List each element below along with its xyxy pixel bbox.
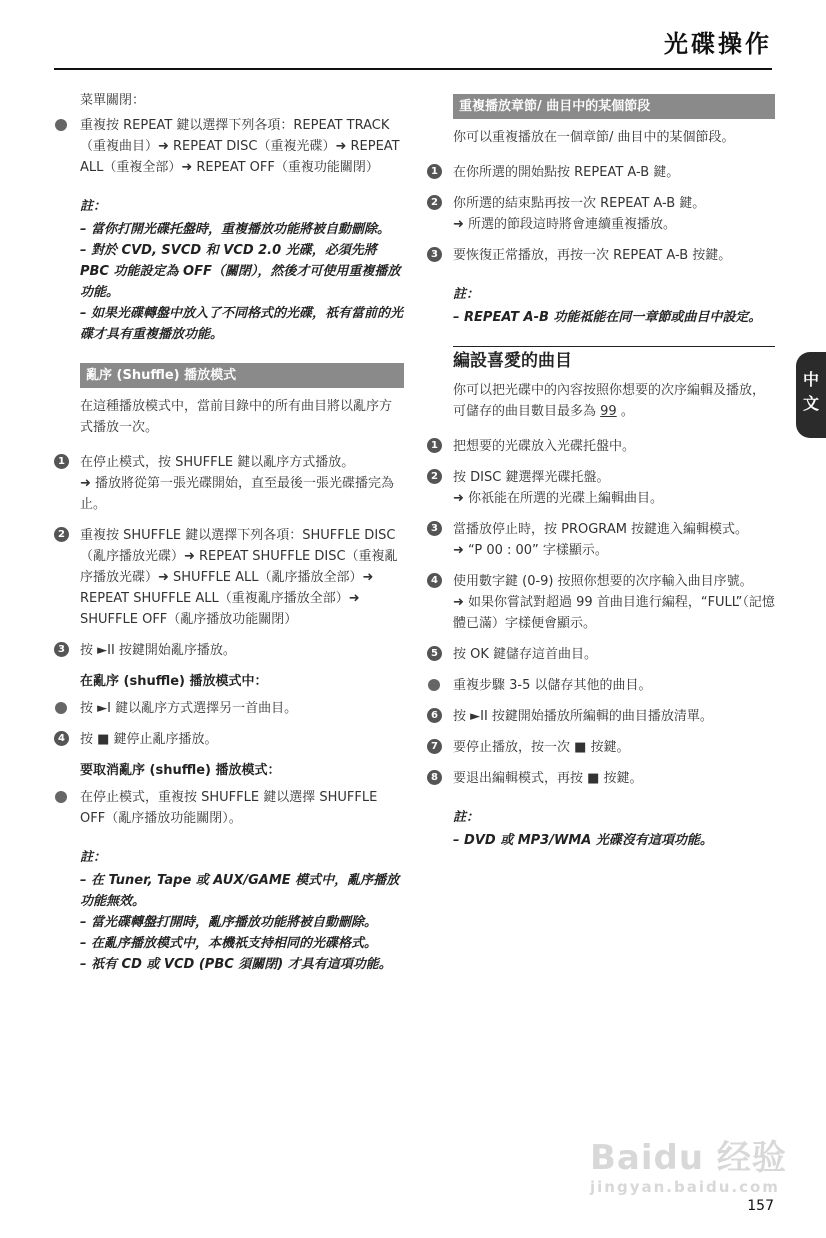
left-column xyxy=(54,90,404,993)
shuffle-step-2 xyxy=(54,525,404,630)
note-line: – 如果光碟轉盤中放入了不同格式的光碟，祇有當前的光碟才具有重複播放功能。 xyxy=(80,306,404,342)
note-line: – 在亂序播放模式中，本機祇支持相同的光碟格式。 xyxy=(80,936,378,951)
language-tab-char-2: 文 xyxy=(802,394,819,413)
step-number-icon: 4 xyxy=(54,731,69,746)
step-number-icon: 3 xyxy=(427,521,442,536)
right-column xyxy=(427,90,775,869)
step-number-icon: 3 xyxy=(54,642,69,657)
step-number-icon: 5 xyxy=(427,646,442,661)
note-line: – 對於 CVD, SVCD 和 VCD 2.0 光碟，必須先將 PBC 功能設定為 OFF（關閉），然後才可使用重複播放功能。 xyxy=(80,243,401,300)
note-line: – 當你打開光碟托盤時，重複播放功能將被自動刪除。 xyxy=(80,222,391,237)
repeat-ab-step-2 xyxy=(427,193,775,235)
step-result-text: ➜ 你祇能在所選的光碟上編輯曲目。 xyxy=(453,491,664,506)
step-text: 按 ►II 按鍵開始播放所編輯的曲目播放清單。 xyxy=(453,709,713,724)
note-head: 註： xyxy=(80,199,107,214)
note-repeat-ab xyxy=(427,284,775,328)
program-step-5 xyxy=(427,644,775,665)
note-shuffle xyxy=(54,847,404,975)
step-text: 要退出編輯模式，再按 ■ 按鍵。 xyxy=(453,771,643,786)
program-step-3 xyxy=(427,519,775,561)
step-number-icon: 1 xyxy=(427,164,442,179)
note-head: 註： xyxy=(80,850,107,865)
step-number-icon: 1 xyxy=(427,438,442,453)
step-text: 按 OK 鍵儲存這首曲目。 xyxy=(453,647,598,662)
note-head: 註： xyxy=(453,287,480,302)
cancel-shuffle-heading: 要取消亂序 (shuffle) 播放模式： xyxy=(80,763,281,778)
step-result-text: ➜ 播放將從第一張光碟開始，直至最後一張光碟播完為止。 xyxy=(80,476,395,512)
title-rule xyxy=(54,68,772,70)
step-text: 按 DISC 鍵選擇光碟托盤。 xyxy=(453,470,610,485)
program-intro xyxy=(453,380,775,422)
repeat-ab-step-3 xyxy=(427,245,775,266)
watermark-brand: Baidu 经验 xyxy=(590,1138,787,1178)
watermark-url: jingyan.baidu.com xyxy=(590,1178,780,1196)
bullet-text: 按 ►I 鍵以亂序方式選擇另一首曲目。 xyxy=(80,701,298,716)
program-intro-text: 你可以把光碟中的內容按照你想要的次序編輯及播放，可儲存的曲目數目最多為 xyxy=(453,383,766,419)
step-number-icon: 2 xyxy=(54,527,69,542)
bullet-text: 在停止模式，重複按 SHUFFLE 鍵以選擇 SHUFFLE OFF（亂序播放功能關閉）。 xyxy=(80,790,378,826)
note-repeat xyxy=(54,196,404,345)
cancel-shuffle-item xyxy=(54,787,404,829)
page-title: 光碟操作 xyxy=(664,30,772,58)
step-text: 按 ■ 鍵停止亂序播放。 xyxy=(80,732,218,747)
shuffle-step-1 xyxy=(54,452,404,515)
repeat-item-text: 重複按 REPEAT 鍵以選擇下列各項：REPEAT TRACK（重複曲目）➜ REPEAT DISC（重複光碟）➜ REPEAT ALL（重複全部）➜ REPEAT OFF（重複功能關閉） xyxy=(80,118,400,175)
program-step-7 xyxy=(427,737,775,758)
watermark-logo xyxy=(590,1138,787,1196)
in-shuffle-item xyxy=(54,698,404,719)
program-step-4 xyxy=(427,571,775,634)
note-line: – DVD 或 MP3/WMA 光碟沒有這項功能。 xyxy=(453,833,713,848)
language-tab-char-1: 中 xyxy=(802,370,819,389)
step-text: 在停止模式，按 SHUFFLE 鍵以亂序方式播放。 xyxy=(80,455,355,470)
menu-close-text: 菜單關閉： xyxy=(80,93,146,108)
step-number-icon: 1 xyxy=(54,454,69,469)
in-shuffle-heading: 在亂序 (shuffle) 播放模式中： xyxy=(80,674,268,689)
step-text: 把想要的光碟放入光碟托盤中。 xyxy=(453,439,636,454)
bullet-text: 重複步驟 3-5 以儲存其他的曲目。 xyxy=(453,678,652,693)
section-repeat-ab-title: 重複播放章節/ 曲目中的某個節段 xyxy=(453,94,775,119)
shuffle-step-3 xyxy=(54,640,404,661)
shuffle-step-4 xyxy=(54,729,404,750)
program-step-6 xyxy=(427,706,775,727)
section-shuffle-title: 亂序 (Shuffle) 播放模式 xyxy=(80,363,404,388)
bullet-icon xyxy=(428,679,440,691)
program-intro-end: 。 xyxy=(620,404,634,419)
bullet-icon xyxy=(55,702,67,714)
bullet-icon xyxy=(55,119,67,131)
step-result-text: ➜ 如果你嘗試對超過 99 首曲目進行編程，“FULL”（記憶體已滿）字樣便會顯示。 xyxy=(453,595,775,631)
step-number-icon: 2 xyxy=(427,469,442,484)
repeat-ab-intro: 你可以重複播放在一個章節/ 曲目中的某個節段。 xyxy=(453,130,735,145)
step-number-icon: 6 xyxy=(427,708,442,723)
note-program xyxy=(427,807,775,851)
note-line: – REPEAT A-B 功能祗能在同一章節或曲目中設定。 xyxy=(453,310,762,325)
step-number-icon: 4 xyxy=(427,573,442,588)
bullet-icon xyxy=(55,791,67,803)
step-text: 你所選的結束點再按一次 REPEAT A-B 鍵。 xyxy=(453,196,706,211)
note-line: – 祇有 CD 或 VCD (PBC 須關閉) 才具有這項功能。 xyxy=(80,957,392,972)
shuffle-intro: 在這種播放模式中，當前目錄中的所有曲目將以亂序方式播放一次。 xyxy=(80,399,393,435)
page-number: 157 xyxy=(747,1198,774,1214)
repeat-ab-step-1 xyxy=(427,162,775,183)
step-result-text: ➜ 所選的節段這時將會連續重複播放。 xyxy=(453,217,677,232)
note-line: – 當光碟轉盤打開時，亂序播放功能將被自動刪除。 xyxy=(80,915,378,930)
step-number-icon: 3 xyxy=(427,247,442,262)
language-tab xyxy=(796,352,826,438)
step-number-icon: 8 xyxy=(427,770,442,785)
program-repeat-item xyxy=(427,675,775,696)
program-max-tracks: 99 xyxy=(600,404,617,419)
repeat-item xyxy=(54,115,404,178)
step-number-icon: 2 xyxy=(427,195,442,210)
step-text: 當播放停止時，按 PROGRAM 按鍵進入編輯模式。 xyxy=(453,522,749,537)
program-step-8 xyxy=(427,768,775,789)
program-step-2 xyxy=(427,467,775,509)
step-number-icon: 7 xyxy=(427,739,442,754)
step-text: 要恢復正常播放，再按一次 REPEAT A-B 按鍵。 xyxy=(453,248,732,263)
step-text: 要停止播放，按一次 ■ 按鍵。 xyxy=(453,740,630,755)
step-result-text: ➜ “P 00 : 00” 字樣顯示。 xyxy=(453,543,608,558)
step-text: 使用數字鍵 (0-9) 按照你想要的次序輸入曲目序號。 xyxy=(453,574,753,589)
step-text: 重複按 SHUFFLE 鍵以選擇下列各項：SHUFFLE DISC（亂序播放光碟）➜ REPEAT SHUFFLE DISC（重複亂序播放光碟）➜ SHUFFLE ALL（亂序播放全部）➜ REPEAT SHUFFLE ALL（重複亂序播放全部）➜ SHUFFLE OFF（亂序播放功能關閉） xyxy=(80,528,398,627)
step-text: 在你所選的開始點按 REPEAT A-B 鍵。 xyxy=(453,165,680,180)
note-head: 註： xyxy=(453,810,480,825)
program-step-1 xyxy=(427,436,775,457)
section-program-title: 編設喜愛的曲目 xyxy=(453,346,775,372)
step-text: 按 ►II 按鍵開始亂序播放。 xyxy=(80,643,236,658)
note-line: – 在 Tuner, Tape 或 AUX/GAME 模式中，亂序播放功能無效。 xyxy=(80,873,400,909)
